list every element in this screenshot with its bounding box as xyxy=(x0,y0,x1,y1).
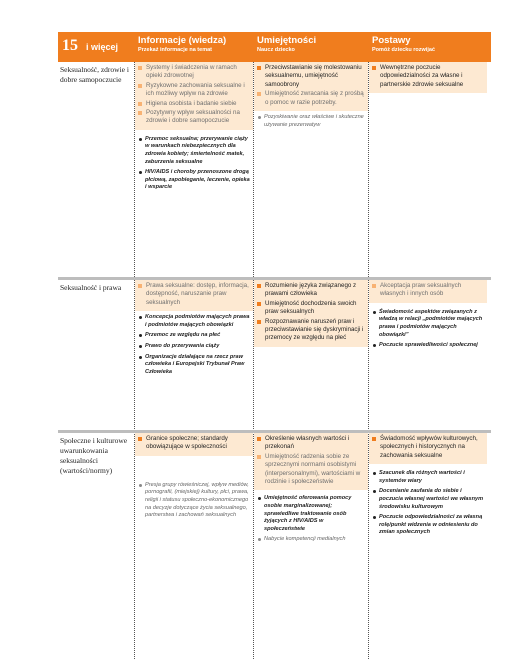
highlight-box xyxy=(254,62,368,111)
age-word: i więcej xyxy=(86,42,119,52)
section-rights xyxy=(58,280,491,430)
header-col-title: Informacje (wiedza) xyxy=(138,35,227,46)
table-header xyxy=(58,32,491,62)
highlight-box xyxy=(369,433,487,464)
list-item: Granice społeczne; standardy obowiązujące w społeczności xyxy=(138,435,250,452)
highlight-box xyxy=(135,433,253,456)
list-item: Rozumienie języka związanego z prawami człowieka xyxy=(257,282,365,299)
list-item: Prawo do przerywania ciąży xyxy=(138,343,250,351)
age-group xyxy=(58,32,134,62)
list-item: HIV/AIDS i choroby przenoszone drogą płciową, zapobieganie, leczenie, opieka i wsparcie xyxy=(138,169,250,192)
header-col-knowledge xyxy=(134,32,253,62)
cell-knowledge xyxy=(135,280,253,379)
list-item: Świadomość aspektów związanych z władzą w relacji „podmiotów mających prawa i podmiotów mających obowiązki” xyxy=(372,309,484,339)
highlight-box xyxy=(254,280,368,347)
highlight-box xyxy=(135,62,253,130)
list-item: Systemy i świadczenia w ramach opieki zdrowotnej xyxy=(138,64,250,81)
highlight-box xyxy=(369,280,487,303)
cell-knowledge xyxy=(135,433,253,523)
section-social-cultural xyxy=(58,433,491,633)
cell-skills xyxy=(254,280,368,347)
section-health xyxy=(58,62,491,277)
list-item: Umiejętność radzenia sobie ze sprzecznymi normami osobistymi (interpersonalnymi), wartościami w rodzinie i społeczeństwie xyxy=(257,453,365,487)
cell-knowledge xyxy=(135,62,253,195)
cell-attitudes xyxy=(369,433,487,540)
list-item: Umiejętność zwracania się z prośbą o pomoc w razie potrzeby. xyxy=(257,90,365,107)
cell-attitudes xyxy=(369,62,487,93)
list-item: Nabycie kompetencji medialnych xyxy=(257,536,365,544)
header-col-subtitle: Naucz dziecko xyxy=(257,47,295,53)
highlight-box xyxy=(254,433,368,490)
cell-attitudes xyxy=(369,280,487,353)
list-item: Ryzykowne zachowania seksualne i ich możliwy wpływ na zdrowie xyxy=(138,82,250,99)
list-item: Akceptacja praw seksualnych własnych i innych osób xyxy=(372,282,484,299)
header-col-title: Postawy xyxy=(372,35,411,46)
list-item: Rozpoznawanie naruszeń praw i przeciwstawianie się dyskryminacji i przemocy ze względu na płeć xyxy=(257,318,365,343)
list-item: Określenie własnych wartości i przekonań xyxy=(257,435,365,452)
list-item: Poczucie odpowiedzialności za własną rolę/punkt widzenia w odniesieniu do zmian społecznych xyxy=(372,514,484,537)
list-item: Organizacje działające na rzecz praw człowieka i Europejski Trybunał Praw Człowieka xyxy=(138,354,250,377)
list-item: Świadomość wpływów kulturowych, społecznych i historycznych na zachowania seksualne xyxy=(372,435,484,460)
list-item: Przeciwstawianie się molestowaniu seksualnemu, umiejętność samoobrony xyxy=(257,64,365,89)
age-number: 15 xyxy=(62,37,78,54)
cell-skills xyxy=(254,433,368,547)
list-item: Umiejętność oferowania pomocy osobie marginalizowanej; sprawiedliwe traktowanie osób żyjących z HIV/AIDS w społeczeństwie xyxy=(257,495,365,533)
list-item: Presja grupy rówieśniczej, wpływ mediów, pornografii, (miejskiej) kultury, płci, prawa, religii i statusu społeczno-ekonomicznego na decyzje dotyczące życia seksualnego, partnerstwa i zachowań seksualnych xyxy=(138,482,250,520)
list-item: Koncepcja podmiotów mających prawa i podmiotów mających obowiązki xyxy=(138,314,250,329)
list-item: Prawa seksualne: dostęp, informacja, dostępność, naruszanie praw seksualnych xyxy=(138,282,250,307)
cell-skills xyxy=(254,62,368,132)
section-title: Seksualność, zdrowie i dobre samopoczucie xyxy=(60,65,129,84)
header-col-subtitle: Przekaż informacje na temat xyxy=(138,47,212,53)
section-title: Seksualność i prawa xyxy=(60,283,122,292)
list-item: Przemoc seksualna; przerywanie ciąży w warunkach niebezpiecznych dla zdrowia kobiety; śmiertelność matek, zaburzenia seksualne xyxy=(138,136,250,166)
header-col-skills xyxy=(253,32,368,62)
list-item: Przemoc ze względu na płeć xyxy=(138,332,250,340)
list-item: Docenianie zaufania do siebie i poczucia własnej wartości we własnym środowisku kulturowym xyxy=(372,488,484,511)
list-item: Szacunek dla różnych wartości i systemów wiary xyxy=(372,470,484,485)
section-title: Społeczne i kulturowe uwarunkowania seksualności (wartości/normy) xyxy=(60,436,128,475)
list-item: Pozyskiwanie oraz właściwe i skuteczne używanie prezerwatyw xyxy=(257,114,365,129)
list-item: Wewnętrzne poczucie odpowiedzialności za własne i partnerskie zdrowie seksualne xyxy=(372,64,484,89)
curriculum-table xyxy=(58,32,491,659)
list-item: Poczucie sprawiedliwości społecznej xyxy=(372,342,484,350)
highlight-box xyxy=(135,280,253,311)
highlight-box xyxy=(369,62,487,93)
list-item: Umiejętność dochodzenia swoich praw seksualnych xyxy=(257,300,365,317)
header-col-title: Umiejętności xyxy=(257,35,317,46)
list-item: Pozytywny wpływ seksualności na zdrowie i dobre samopoczucie xyxy=(138,109,250,126)
header-col-attitudes xyxy=(368,32,487,62)
header-col-subtitle: Pomóż dziecku rozwijać xyxy=(372,47,435,53)
list-item: Higiena osobista i badanie siebie xyxy=(138,100,250,108)
